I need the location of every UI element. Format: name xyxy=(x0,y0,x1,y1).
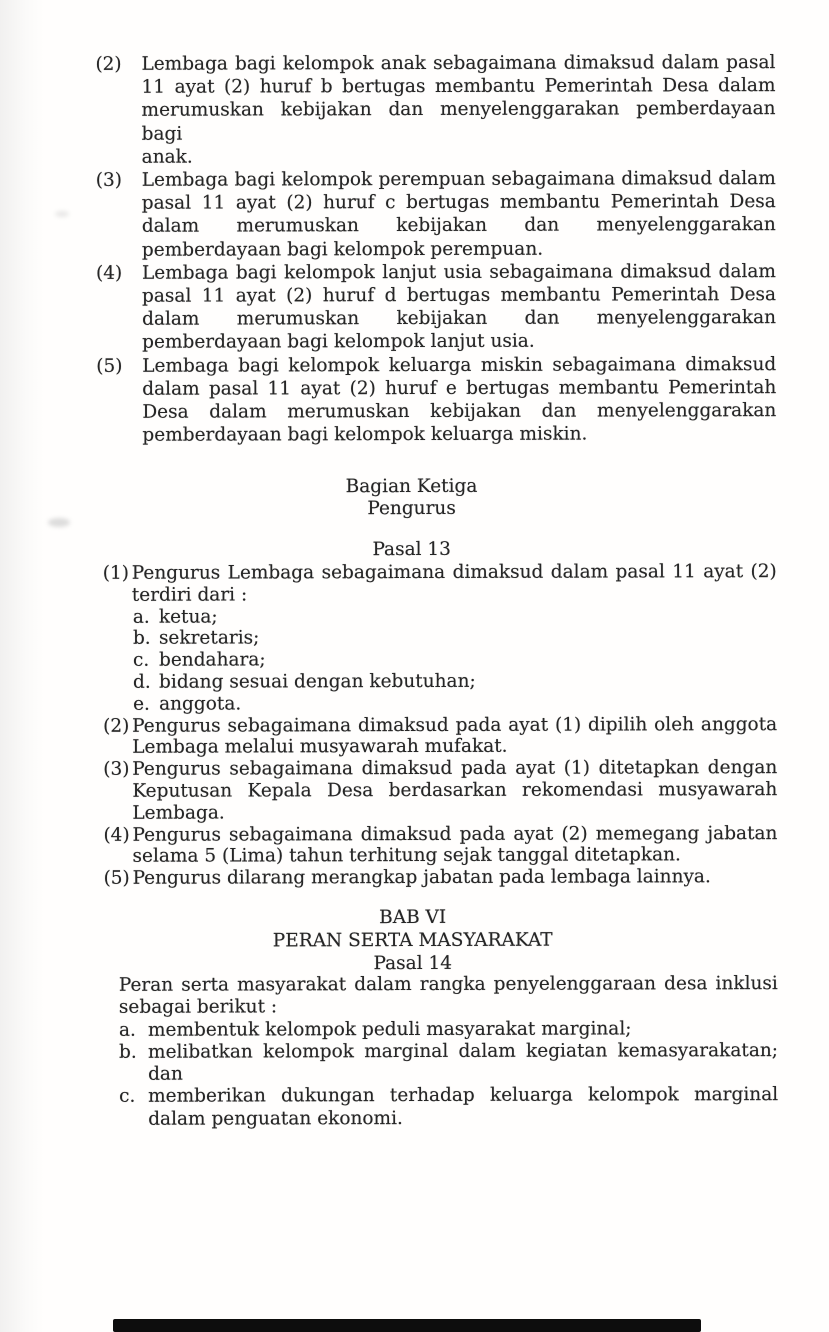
letter-text: anggota. xyxy=(159,693,242,715)
letter-text: ketua; xyxy=(158,606,218,628)
ayat-text xyxy=(141,51,775,169)
ayat-number: (3) xyxy=(103,758,130,780)
ayat-number: (4) xyxy=(103,824,130,846)
letter-item xyxy=(133,605,777,628)
ayat-number: (5) xyxy=(103,867,130,889)
ayat-item xyxy=(103,714,777,759)
ayat-number: (2) xyxy=(95,53,122,75)
letter-text: bidang sesuai dengan kebutuhan; xyxy=(159,670,476,693)
bab6-heading xyxy=(46,905,780,976)
text-line: Desa dalam merumuskan kebijakan dan menyelenggarakan xyxy=(142,400,777,423)
letter-text: sekretaris; xyxy=(158,627,260,650)
ayat-number: (5) xyxy=(96,355,123,377)
ayat-text xyxy=(132,757,777,824)
ayat-number: (1) xyxy=(102,562,130,584)
text-line: memberikan dukungan terhadap keluarga kelompok marginal xyxy=(148,1084,779,1108)
text-line: melibatkan kelompok marginal dalam kegiatan kemasyarakatan; xyxy=(147,1039,779,1063)
text-line: pemberdayaan bagi kelompok keluarga miskin. xyxy=(142,423,588,446)
text-line: Lembaga bagi kelompok anak sebagaimana dimaksud dalam pasal xyxy=(141,52,776,75)
letter-label: a. xyxy=(132,606,150,628)
letter-text xyxy=(148,1018,778,1042)
text-line: merumuskan kebijakan dan menyelenggarakan pemberdayaan bagi xyxy=(141,98,776,145)
ayat-item xyxy=(96,167,776,262)
text-line: Peran serta masyarakat dalam rangka penyelenggaraan desa inklusi xyxy=(118,973,778,996)
text-line: dalam merumuskan kebijakan dan menyelenggarakan xyxy=(141,214,776,238)
text-line: Keputusan Kepala Desa berdasarkan rekomendasi musyawarah xyxy=(132,779,778,802)
text-line: sebagai berikut : xyxy=(118,996,278,1019)
text-line: Pengurus dilarang merangkap jabatan pada lembaga lainnya. xyxy=(132,866,711,889)
text-line: pemberdayaan bagi kelompok lanjut usia. xyxy=(142,331,535,354)
text-line: membentuk kelompok peduli masyarakat marginal; xyxy=(147,1018,632,1041)
text-line: terdiri dari : xyxy=(131,584,248,606)
ayat-text xyxy=(132,823,777,868)
pasal-number: Pasal 14 xyxy=(373,952,453,975)
ayat-text xyxy=(142,260,776,354)
pasal-number: Pasal 13 xyxy=(372,538,451,561)
letter-label: c. xyxy=(119,1086,136,1108)
letter-item xyxy=(133,692,777,715)
text-line: pasal 11 ayat (2) huruf c bertugas membantu Pemerintah Desa xyxy=(141,191,776,214)
text-line: Pengurus Lembaga sebagaimana dimaksud dalam pasal 11 ayat (2) xyxy=(131,561,777,584)
letter-item xyxy=(133,670,777,693)
letter-list xyxy=(133,605,777,716)
pasal12-ayat-list xyxy=(95,51,776,447)
ayat-number: (2) xyxy=(103,715,130,737)
pasal13-ayat-list xyxy=(103,561,778,890)
ayat-item xyxy=(103,823,777,868)
pasal14-letter-list xyxy=(119,1018,778,1131)
ayat-text xyxy=(142,353,776,447)
ayat-item xyxy=(103,561,777,715)
letter-label: c. xyxy=(132,649,150,671)
letter-item xyxy=(133,626,777,649)
section-heading-line: Pengurus xyxy=(367,497,456,519)
letter-label: a. xyxy=(118,1019,136,1041)
letter-item xyxy=(119,1085,778,1131)
ayat-item xyxy=(95,51,775,169)
ayat-number: (4) xyxy=(95,262,123,284)
letter-item xyxy=(119,1040,778,1086)
pasal14-body xyxy=(119,973,778,1131)
text-line: Lembaga melalui musyawarah mufakat. xyxy=(132,736,508,759)
text-line: Lembaga bagi kelompok keluarga miskin sebagaimana dimaksud xyxy=(142,353,777,377)
ayat-text xyxy=(133,866,778,889)
text-line: Lembaga. xyxy=(132,802,225,824)
text-line: Pengurus sebagaimana dimaksud pada ayat (1) ditetapkan dengan xyxy=(132,757,778,780)
bab-title: PERAN SERTA MASYARAKAT xyxy=(272,929,553,952)
letter-label: b. xyxy=(118,1041,137,1063)
text-line: dalam penguatan ekonomi. xyxy=(148,1107,403,1130)
bagian-ketiga-heading xyxy=(45,475,779,520)
text-line: pemberdayaan bagi kelompok perempuan. xyxy=(141,238,544,261)
scanner-artifact-bar xyxy=(113,1319,701,1332)
text-line: pasal 11 ayat (2) huruf d bertugas membantu Pemerintah Desa xyxy=(142,284,777,307)
ayat-number: (3) xyxy=(95,169,122,191)
text-line: selama 5 (Lima) tahun terhitung sejak tanggal ditetapkan. xyxy=(132,844,681,868)
ayat-text xyxy=(132,714,777,759)
text-line: anak. xyxy=(141,146,193,168)
text-line: 11 ayat (2) huruf b bertugas membantu Pemerintah Desa dalam xyxy=(141,75,776,98)
letter-item xyxy=(133,648,777,671)
ayat-item xyxy=(96,353,776,448)
bab-number: BAB VI xyxy=(379,906,447,929)
letter-label: d. xyxy=(133,671,151,693)
pasal14-intro xyxy=(119,973,778,1019)
ayat-item xyxy=(96,260,776,355)
ayat-item xyxy=(104,866,778,890)
letter-label: e. xyxy=(133,693,150,715)
letter-item xyxy=(119,1018,778,1042)
text-line: dalam merumuskan kebijakan dan menyelenggarakan xyxy=(142,307,777,330)
pasal13-heading xyxy=(45,538,779,562)
ayat-text xyxy=(132,561,777,715)
letter-text xyxy=(148,1040,778,1086)
text-line: Lembaga bagi kelompok perempuan sebagaimana dimaksud dalam xyxy=(141,168,776,191)
letter-text: bendahara; xyxy=(158,649,266,671)
ayat-item xyxy=(103,757,777,824)
section-heading-line: Bagian Ketiga xyxy=(345,475,478,498)
text-line: Pengurus sebagaimana dimaksud pada ayat (2) memegang jabatan xyxy=(132,822,778,846)
text-line: dan xyxy=(148,1063,183,1085)
letter-text xyxy=(148,1085,778,1131)
text-line: Pengurus sebagaimana dimaksud pada ayat (1) dipilih oleh anggota xyxy=(132,713,778,737)
ayat-text xyxy=(142,167,776,261)
letter-label: b. xyxy=(132,628,151,650)
text-line: dalam pasal 11 ayat (2) huruf e bertugas membantu Pemerintah xyxy=(142,376,777,400)
text-line: Lembaga bagi kelompok lanjut usia sebagaimana dimaksud dalam xyxy=(141,260,776,284)
